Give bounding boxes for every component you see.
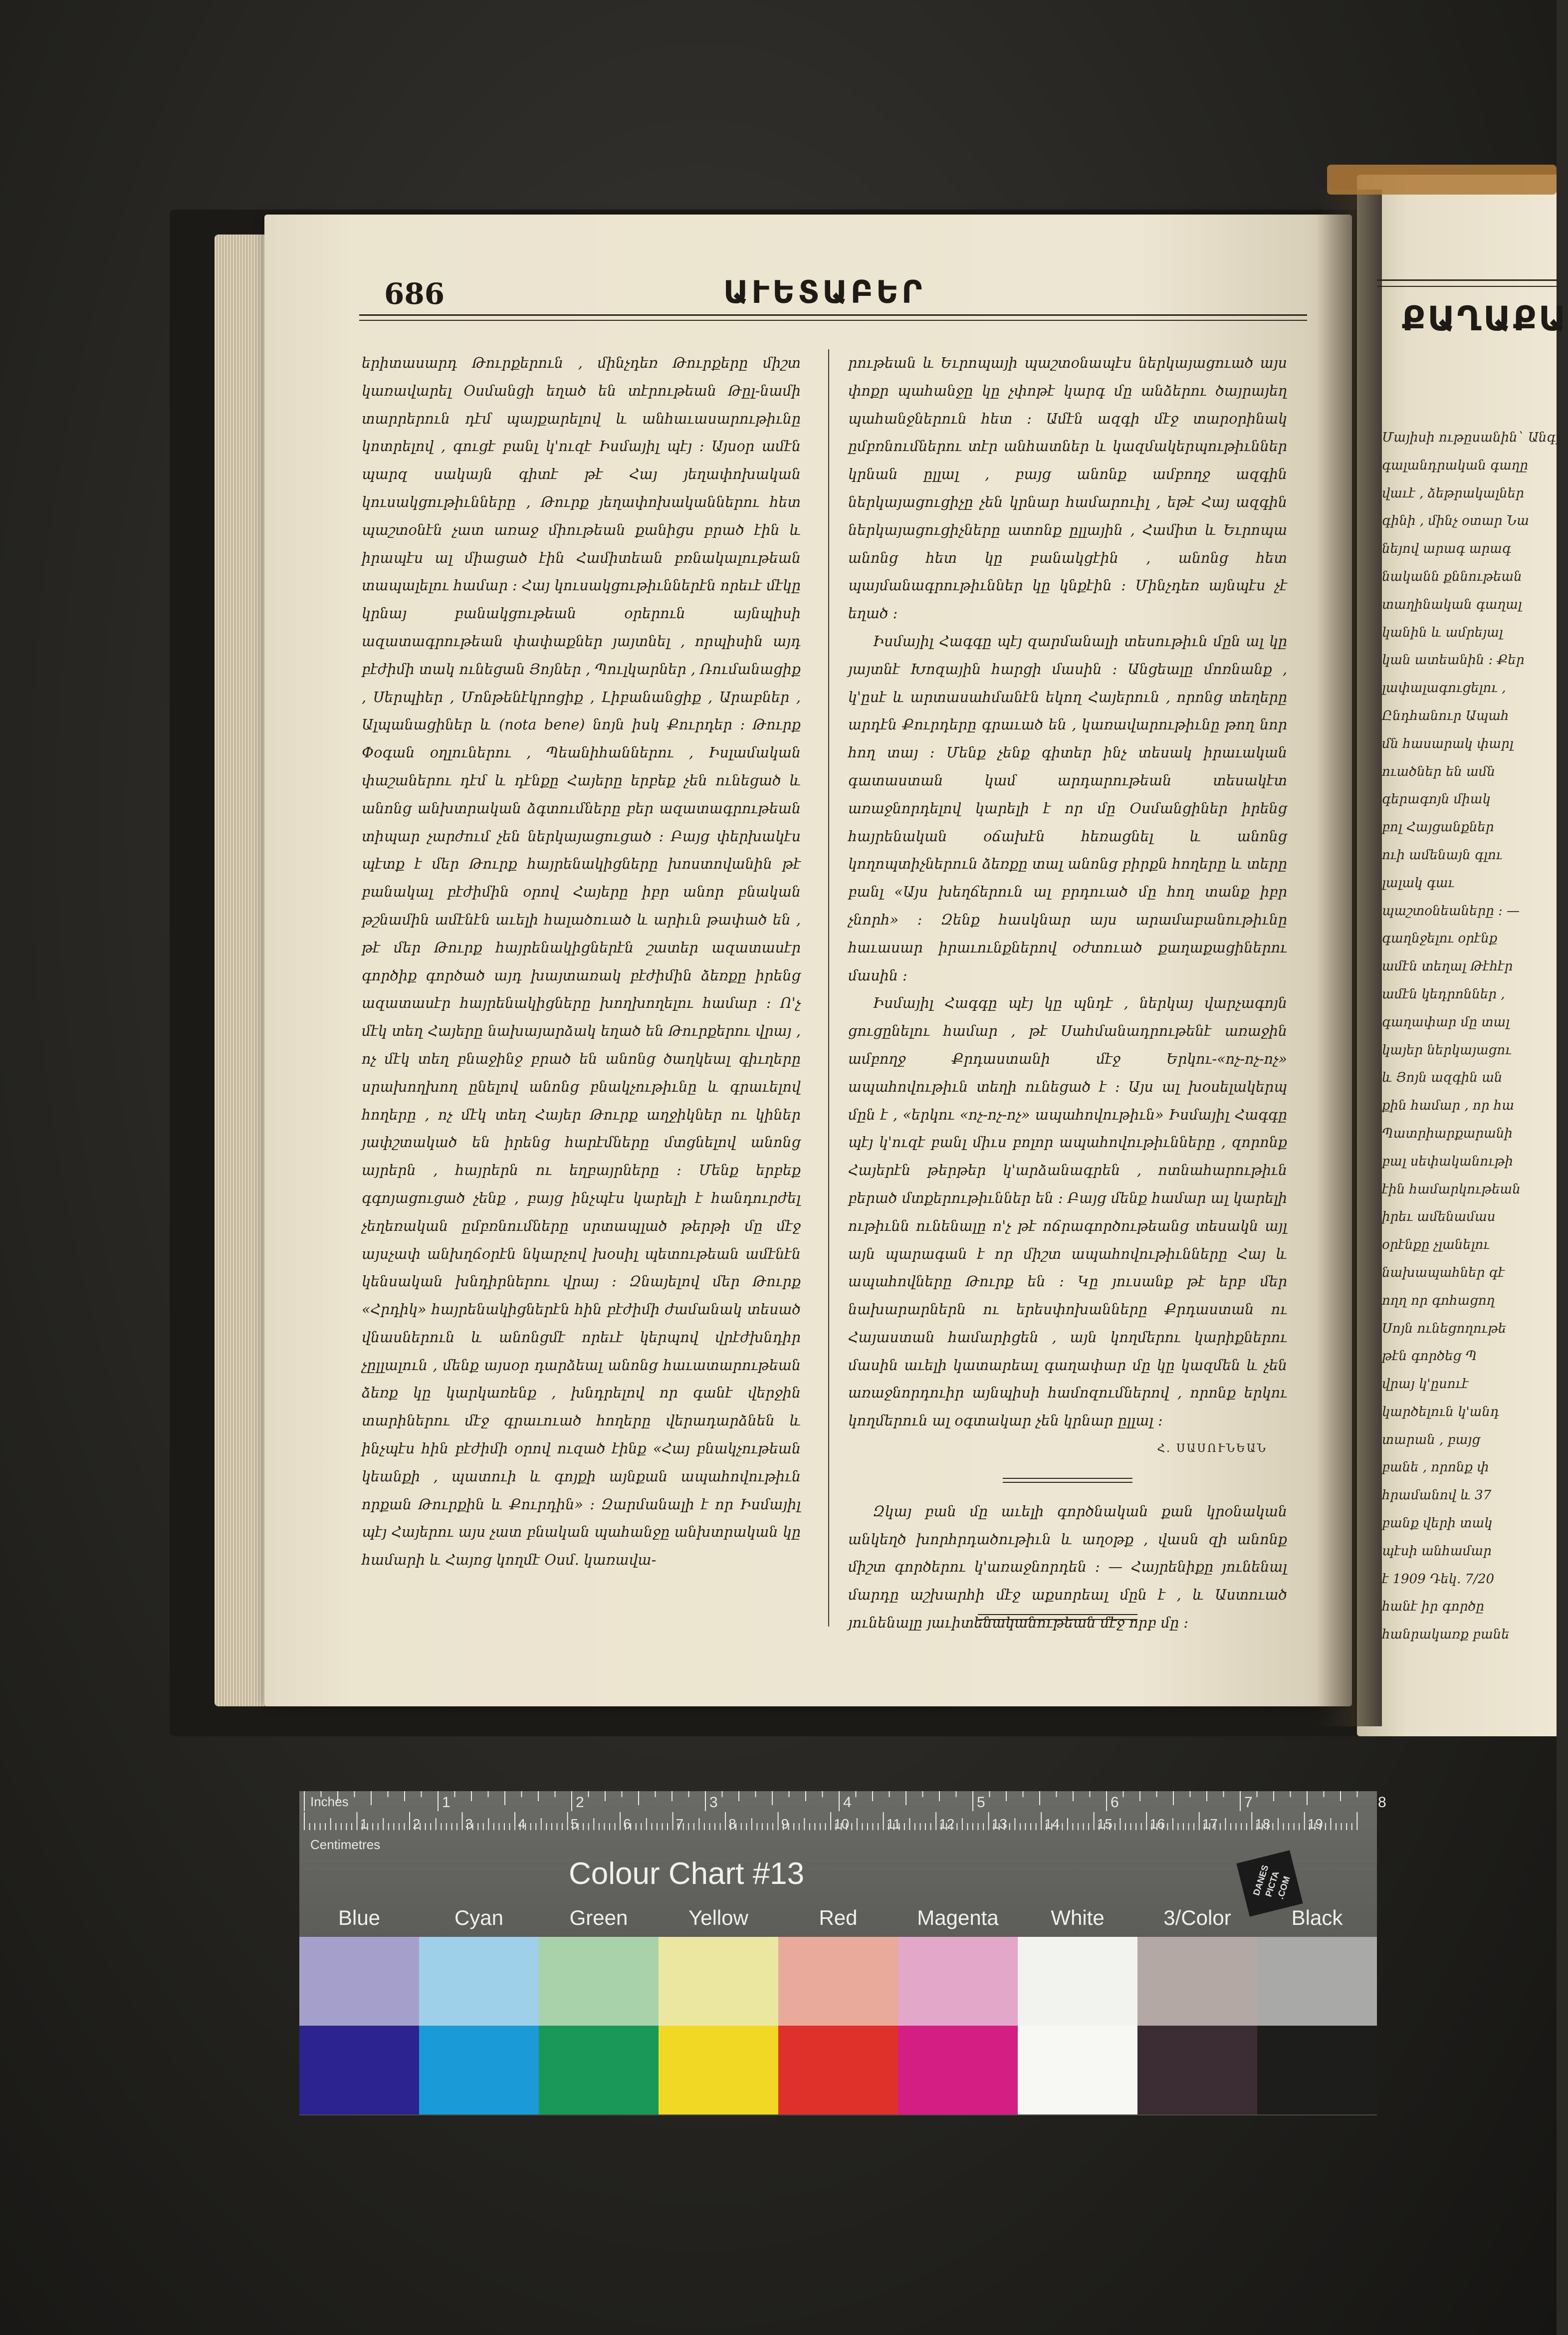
- right-page-line: կարծելուն կ'անդ: [1382, 1404, 1499, 1419]
- swatch-dark: [1137, 2026, 1257, 2114]
- inch-number: 5: [977, 1794, 985, 1811]
- swatch-light: [778, 1937, 898, 2026]
- right-page-line: պէսի անհամար: [1382, 1543, 1492, 1559]
- swatch-dark: [778, 2026, 898, 2114]
- right-page-line: Սոյն ունեցողութե: [1382, 1321, 1507, 1336]
- right-page-line: գերագոյն միակ: [1382, 792, 1491, 807]
- swatch-light: [1018, 1937, 1137, 2026]
- right-page-line: ամէն կեդրոններ ,: [1382, 986, 1505, 1002]
- cm-number: 4: [518, 1816, 526, 1832]
- ruler-cm-label: Centimetres: [310, 1837, 381, 1852]
- right-page-line: գինի , մինչ օտար Նա: [1382, 513, 1529, 529]
- swatch-dark: [1018, 2026, 1137, 2114]
- right-page-line: թէն գործեց Պ: [1382, 1349, 1477, 1364]
- swatch-label: Yellow: [688, 1906, 748, 1929]
- right-page-line: Ընդհանուր Ապահ: [1382, 708, 1509, 723]
- author-signature: Հ. ՍԱՍՈՒՆԵԱՆ: [1157, 1442, 1267, 1455]
- swatch-label: Red: [819, 1906, 858, 1929]
- cm-number: 3: [465, 1816, 473, 1832]
- cm-number: 2: [413, 1816, 421, 1832]
- right-page-line: պաշտօնեաները : —: [1382, 903, 1520, 919]
- right-page-line: բալ սեփականութի: [1382, 1154, 1513, 1169]
- swatch-label: 3/Color: [1163, 1906, 1231, 1929]
- ruler-inches-label: Inches: [310, 1794, 349, 1809]
- right-page-line: էին համարկութեան: [1382, 1181, 1521, 1197]
- colour-chart: [299, 1791, 1386, 2115]
- cm-number: 18: [1255, 1816, 1271, 1832]
- swatch-dark: [1257, 2026, 1377, 2114]
- right-page-line: գաղնջելու օրէնք: [1382, 931, 1498, 946]
- right-page-line: մն հասարակ փարլ: [1382, 736, 1514, 751]
- right-page-line: կանին և ամրեյալ: [1382, 625, 1503, 640]
- swatch-label: Cyan: [454, 1906, 504, 1929]
- right-page-line: ողղ որ գոհացող: [1382, 1293, 1495, 1308]
- right-page-line: լափալագուցելու ,: [1382, 681, 1506, 696]
- swatch-light: [898, 1937, 1018, 2026]
- swatch-dark: [419, 2026, 539, 2114]
- swatch-light: [1257, 1937, 1377, 2026]
- swatch-light: [659, 1937, 778, 2026]
- logo-text: DANES PICTA .COM: [1251, 1864, 1292, 1900]
- right-page-line: հանէ իր գործը: [1382, 1599, 1484, 1615]
- cm-number: 16: [1149, 1816, 1165, 1832]
- inch-number: 4: [843, 1794, 852, 1811]
- right-page-line: ամէն տեղալ Թէհէր: [1382, 959, 1513, 974]
- right-page-text: [1382, 424, 1560, 1642]
- cm-number: 13: [991, 1816, 1007, 1832]
- paragraph: Իսմայիլ Հագգը պէյ կը պնդէ , ներկայ վարչագոյն ցուցընելու համար , թէ Սահմանադրութենէ առաջին ամբողջ Քրդաստանի մէջ Երկու-«ոչ-ոչ-ոչ» ապահովութիւն տեղի ունեցած է : Այս ալ խօսելակերպ մըն է , «երկու «ոչ-ոչ-ոչ» ապահովութիւն» Իսմայիլ Հագգը պէյ կ'ուզէ բանլ միւս բոլոր ապահովութիւնները , զորոնք Հայերէն թերթեր կ'արձանագրեն , ոտնահարութիւն բերած մտքերութիւններ են : Բայց մենք համար ալ կարելի ութիւնն ունենալը ո'չ թէ ոճրագործութեանց տեսակն այլ այն պարագան է որ միշտ ապահովութիւնները Հայ և ապահովները Թուրք են : Կը յուսանք թէ երբ մեր նախարարներն ու երեսփոխանները Քրդաստան ու Հայաստան համարիցեն , այն կողմերու կարիքներու մասին աւելի կատարեալ գաղափար մը կը կազմեն և չեն առաջնորդուիր այնպիսի համոզումներով , որոնք երկու կողմերուն ալ օգտակար չեն կրնար ըլլալ :: [848, 995, 1287, 1429]
- right-page-line: օրէնքը չլանելու: [1382, 1237, 1490, 1253]
- inch-number: 2: [576, 1794, 584, 1811]
- swatch-labels: [299, 1906, 1377, 1936]
- right-page-heading: ՔԱՂԱՔԱ: [1402, 299, 1568, 339]
- right-page-line: վրայ կ'ըսուէ: [1382, 1377, 1469, 1392]
- swatch-label: Magenta: [917, 1906, 999, 1929]
- journal-title: ԱՒԵՏԱԲԵՐ: [723, 274, 925, 310]
- text-column-left: [362, 349, 801, 1627]
- cm-number: 1: [360, 1816, 368, 1832]
- right-page-line: ուածներ են ամն: [1382, 764, 1496, 779]
- right-page-line: նականն քննութեան: [1382, 569, 1522, 584]
- cm-number: 12: [939, 1816, 955, 1832]
- swatch-light: [539, 1937, 659, 2026]
- cm-number: 9: [781, 1816, 789, 1832]
- right-page-line: կան ատեանին : Քեր: [1382, 653, 1525, 668]
- right-page-line: բանք վերի տակ: [1382, 1516, 1493, 1531]
- right-page-line: վաւէ , ձեթրակալներ: [1382, 485, 1524, 501]
- right-page-line: հանրակառք բանե: [1382, 1627, 1510, 1642]
- right-page-rule: [1377, 279, 1557, 287]
- swatch-dark: [898, 2026, 1018, 2114]
- cm-number: 14: [1044, 1816, 1060, 1832]
- right-page-line: նախապահներ գէ: [1382, 1265, 1505, 1280]
- right-page-line: Մայիսի ութըսանին` Անգլ: [1382, 430, 1560, 445]
- paragraph: րութեան և Եւրոպայի պաշտօնապէս ներկայացուած այս փոքր պահանջը կը չփոթէ կարգ մը անձերու ծայրայեղ պահանջներուն հետ : Ամէն ազգի մէջ տարօրինակ ըմբռնումներու տէր անհատներ և կազմակերպութիւններ կրնան ըլլալ , բայց անոնք ամբողջ ազգին ներկայացուցիչը չեն կրնար համարուիլ , եթէ Հայ ազգին ներկայացուցիչները ատոնք ըլլային , Համիտ և Եւրոպա անոնց հետ կը բանակցէին , անոնց հետ պայմանագրութիւններ կը կնքէին : Մինչդեռ այնպէս չէ եղած :: [848, 355, 1287, 622]
- inch-number: 1: [442, 1794, 450, 1811]
- cm-number: 8: [728, 1816, 736, 1832]
- inch-number: 6: [1111, 1794, 1119, 1811]
- column-divider: [828, 349, 829, 1627]
- paragraph: Իսմայիլ Հագգը պէյ զարմանալի տեսութիւն մըն ալ կը յայտնէ Խոզային հարցի մասին : Անցեալը մոռնանք , կ'ըսէ և արտասահմանէն եկող Հայերուն , որոնց տեղերը արդէն Քուրդերը գրաւած են , կառավարութիւնը թող նոր հող տայ : Մենք չենք գիտեր ինչ տեսակ իրաւական գատաստան կամ արդարութեան տեսակէտ առաջնորդելով կարելի է որ մը Օսմանցիներ իրենց հայրենական օճախէն հեռացնել և անոնց կողոպտիչներուն ձեռքը տալ անոնց բիրքն հողերը և տերը բանլ «Այս խեղճերուն ալ բրդուած մը հող տանք իբր չնորհ» : Զենք հասկնար այս արամաբանութիւնը հաւասար իրաւունքներով օժտուած քաղաքացիներու մասին :: [848, 633, 1287, 984]
- cm-number: 7: [675, 1816, 684, 1832]
- cm-number: 5: [570, 1816, 579, 1832]
- swatch-dark: [299, 2026, 419, 2114]
- swatch-light: [419, 1937, 539, 2026]
- right-page-line: գալանդրական գաղը: [1382, 458, 1528, 473]
- right-page-line: տաղինական գաղալ: [1382, 597, 1522, 612]
- chart-title: Colour Chart #13: [569, 1857, 805, 1891]
- right-page-line: նեյով արագ արագ: [1382, 541, 1511, 557]
- right-page-line: Պատրիարքարանի: [1382, 1126, 1513, 1141]
- swatch-light: [1137, 1937, 1257, 2026]
- inch-number: 7: [1244, 1794, 1253, 1811]
- right-page-line: բոլ Հայցանքներ: [1382, 820, 1494, 835]
- swatch-label: Blue: [338, 1906, 381, 1929]
- cm-number: 15: [1097, 1816, 1113, 1832]
- right-page-line: քին համար , որ հա: [1382, 1098, 1515, 1114]
- inch-number: 8: [1378, 1794, 1386, 1811]
- cm-number: 19: [1307, 1816, 1323, 1832]
- page-number: 686: [384, 277, 445, 311]
- right-page-line: է 1909 Դեկ. 7/20: [1382, 1571, 1495, 1587]
- paragraph: երիտասարդ Թուրքերուն , մինչդեռ Թուրքերը միշտ կառավարել Օսմանցի եղած են տէրութեան Թըլ-նամի տարրերուն դէմ պայքարելով և անհաւասարութիւնը կոտրելով , գուցէ բանլ կ'ուզէ Իսմայիլ պէյ : Այսօր ամէն պարզ սակայն գիտէ թէ Հայ յեղափոխական կուսակցութիւնները , Թուրք յեղափոխականներու հետ պաշտօնէն չատ առաջ միութեան քանիցս բրած էին և իրապէս ալ միացած էին Համիտեան բռնակալութեան տապալելու համար : Հայ կուսակցութիւններէն որեւէ մէկը կրնայ բանակցութեան օրերուն այնպիսի ազատագրութեան փափաքներ յայտնել , որպիսին այդ բէժիմի տակ ունեցան Յոյներ , Պուլկարներ , Ռումանացիք , Սերպիեր , Մոնթենէկրոցիք , Լիբանանցիք , Արաբներ , Ալպանացիներ և (nota bene) նոյն իսկ Քուրդեր : Թուրք Փօգան օղլուներու , Պեանիհաններու , Իսլամական փաշաներու դէմ և դէնքը Հայերը երբեք չեն ունեցած և անոնց անխտրական ձգտումները բեր ազատագրութեան տիպար չարժում չեն ներկայացուցած : Բայց փերխակէս պէտք է մեր Թուրք հայրենակիցները խոստովանին թէ բանակալ բէժիմին օրով Հայերը իբր անոր բնական թշնամին ամէնէն աւելի հալածուած և արիւն թափած են , թէ մեր Թուրք հայրենակիցներէն շատեր ազատասէր գործիք գործած այդ խայտառակ բէժիմին ձեռքը իրենց ազատասէր հայրենակիցները խողխողելու համար : Ո'չ մէկ տեղ Հայերը նախայարձակ եղած են Թուրքերու վրայ , ոչ մէկ տեղ բնաջինջ բրած են անոնց ծաղկեալ գիւղերը սրախողխող ընելով անոնց բնակչութիւնը և գրաւելով հողերը , ոչ մէկ տեղ Հայեր Թուրք աղջիկներ ու կիներ յափշտակած են իրենց հարէմները մտցնելով անոնց այրերն , հայրերն ու եղբայրները : Մենք երբեք գգոյացուցած չենք , բայց ինչպէս կարելի է հանդուրժել չեղեռական ըմբռնումները սրտապլած թերթի մը մէջ այսչափ անխղճօրէն նկարչով խօսիլ պետութեան ամէնէն կենսական խնդիրներու վրայ : Զնայելով մեր Թուրք «Հրդիկ» հայրենակիցներէն հին բէժիմի ժամանակ տեսած վնասներուն և անոնցմէ որեւէ կերպով վրէժխնդիր չըլլալուն , մենք այսօր դարձեալ անոնց հաւատարութեան ձեռք կը կարկառենք , խնդրելով որ գանէ վերջին տարիներու մէջ գրաւուած հողերը վերադարձնեն և ինչպէս հին բէժիմի օրով ուզած էինք «Հայ բնակչութեան կեանքի , պատուի և գոյքի այնքան ապահովութիւն որքան Թուրքին և Քուրդին» : Զարմանալի է որ Իսմայիլ պէյ Հայերու այս չատ բնական պահանջը անխտրական կը համարի և Հայոց կողմէ Օսմ. կառավա-: [362, 355, 801, 1569]
- spine-edge: [1327, 165, 1557, 195]
- cm-number: 6: [623, 1816, 631, 1832]
- right-page-line: և Յոյն ազգին ան: [1382, 1070, 1503, 1086]
- right-page-line: ուի ամենայն գլու: [1382, 847, 1503, 863]
- cm-number: 10: [834, 1816, 850, 1832]
- separator-rule: [1003, 1478, 1132, 1483]
- swatch-dark: [659, 2026, 778, 2114]
- end-rule: [978, 1614, 1137, 1620]
- cm-number: 11: [886, 1816, 901, 1832]
- right-page-line: տարան , բայց: [1382, 1432, 1481, 1447]
- right-page-line: լալակ գաւ: [1382, 875, 1455, 891]
- swatch-light: [299, 1937, 419, 2026]
- right-page-line: հրամանով և 37: [1382, 1488, 1492, 1503]
- swatch-label: Green: [569, 1906, 628, 1929]
- swatch-dark: [539, 2026, 659, 2114]
- header-rule: [359, 314, 1307, 321]
- swatch-label: White: [1051, 1906, 1105, 1929]
- right-page-line: բանե , որոնք փ: [1382, 1460, 1489, 1475]
- right-page-line: իրեւ ամենամաս: [1382, 1209, 1496, 1225]
- closing-paragraph: Զկայ բան մը աւելի գործնական քան կրօնական անկեղծ խորհրդածութիւն և աղօթք , վասն զի անոնք միշտ գործերու կ'առաջնորդեն : — Հայրենիքը յունենալ մարդը աշխարհի մէջ աքսորեալ մըն է , և Աստուած յունենալը յաւիտենականութեան մէջ որբ մը :: [848, 1503, 1287, 1632]
- book-gutter: [1317, 190, 1382, 1726]
- text-column-right: [848, 349, 1287, 1632]
- swatch-label: Black: [1291, 1906, 1343, 1929]
- cm-number: 17: [1202, 1816, 1218, 1832]
- inch-number: 3: [709, 1794, 718, 1811]
- right-page-line: կայեր ներկայացու: [1382, 1042, 1512, 1058]
- right-page-line: գաղափար մը տալ: [1382, 1014, 1510, 1030]
